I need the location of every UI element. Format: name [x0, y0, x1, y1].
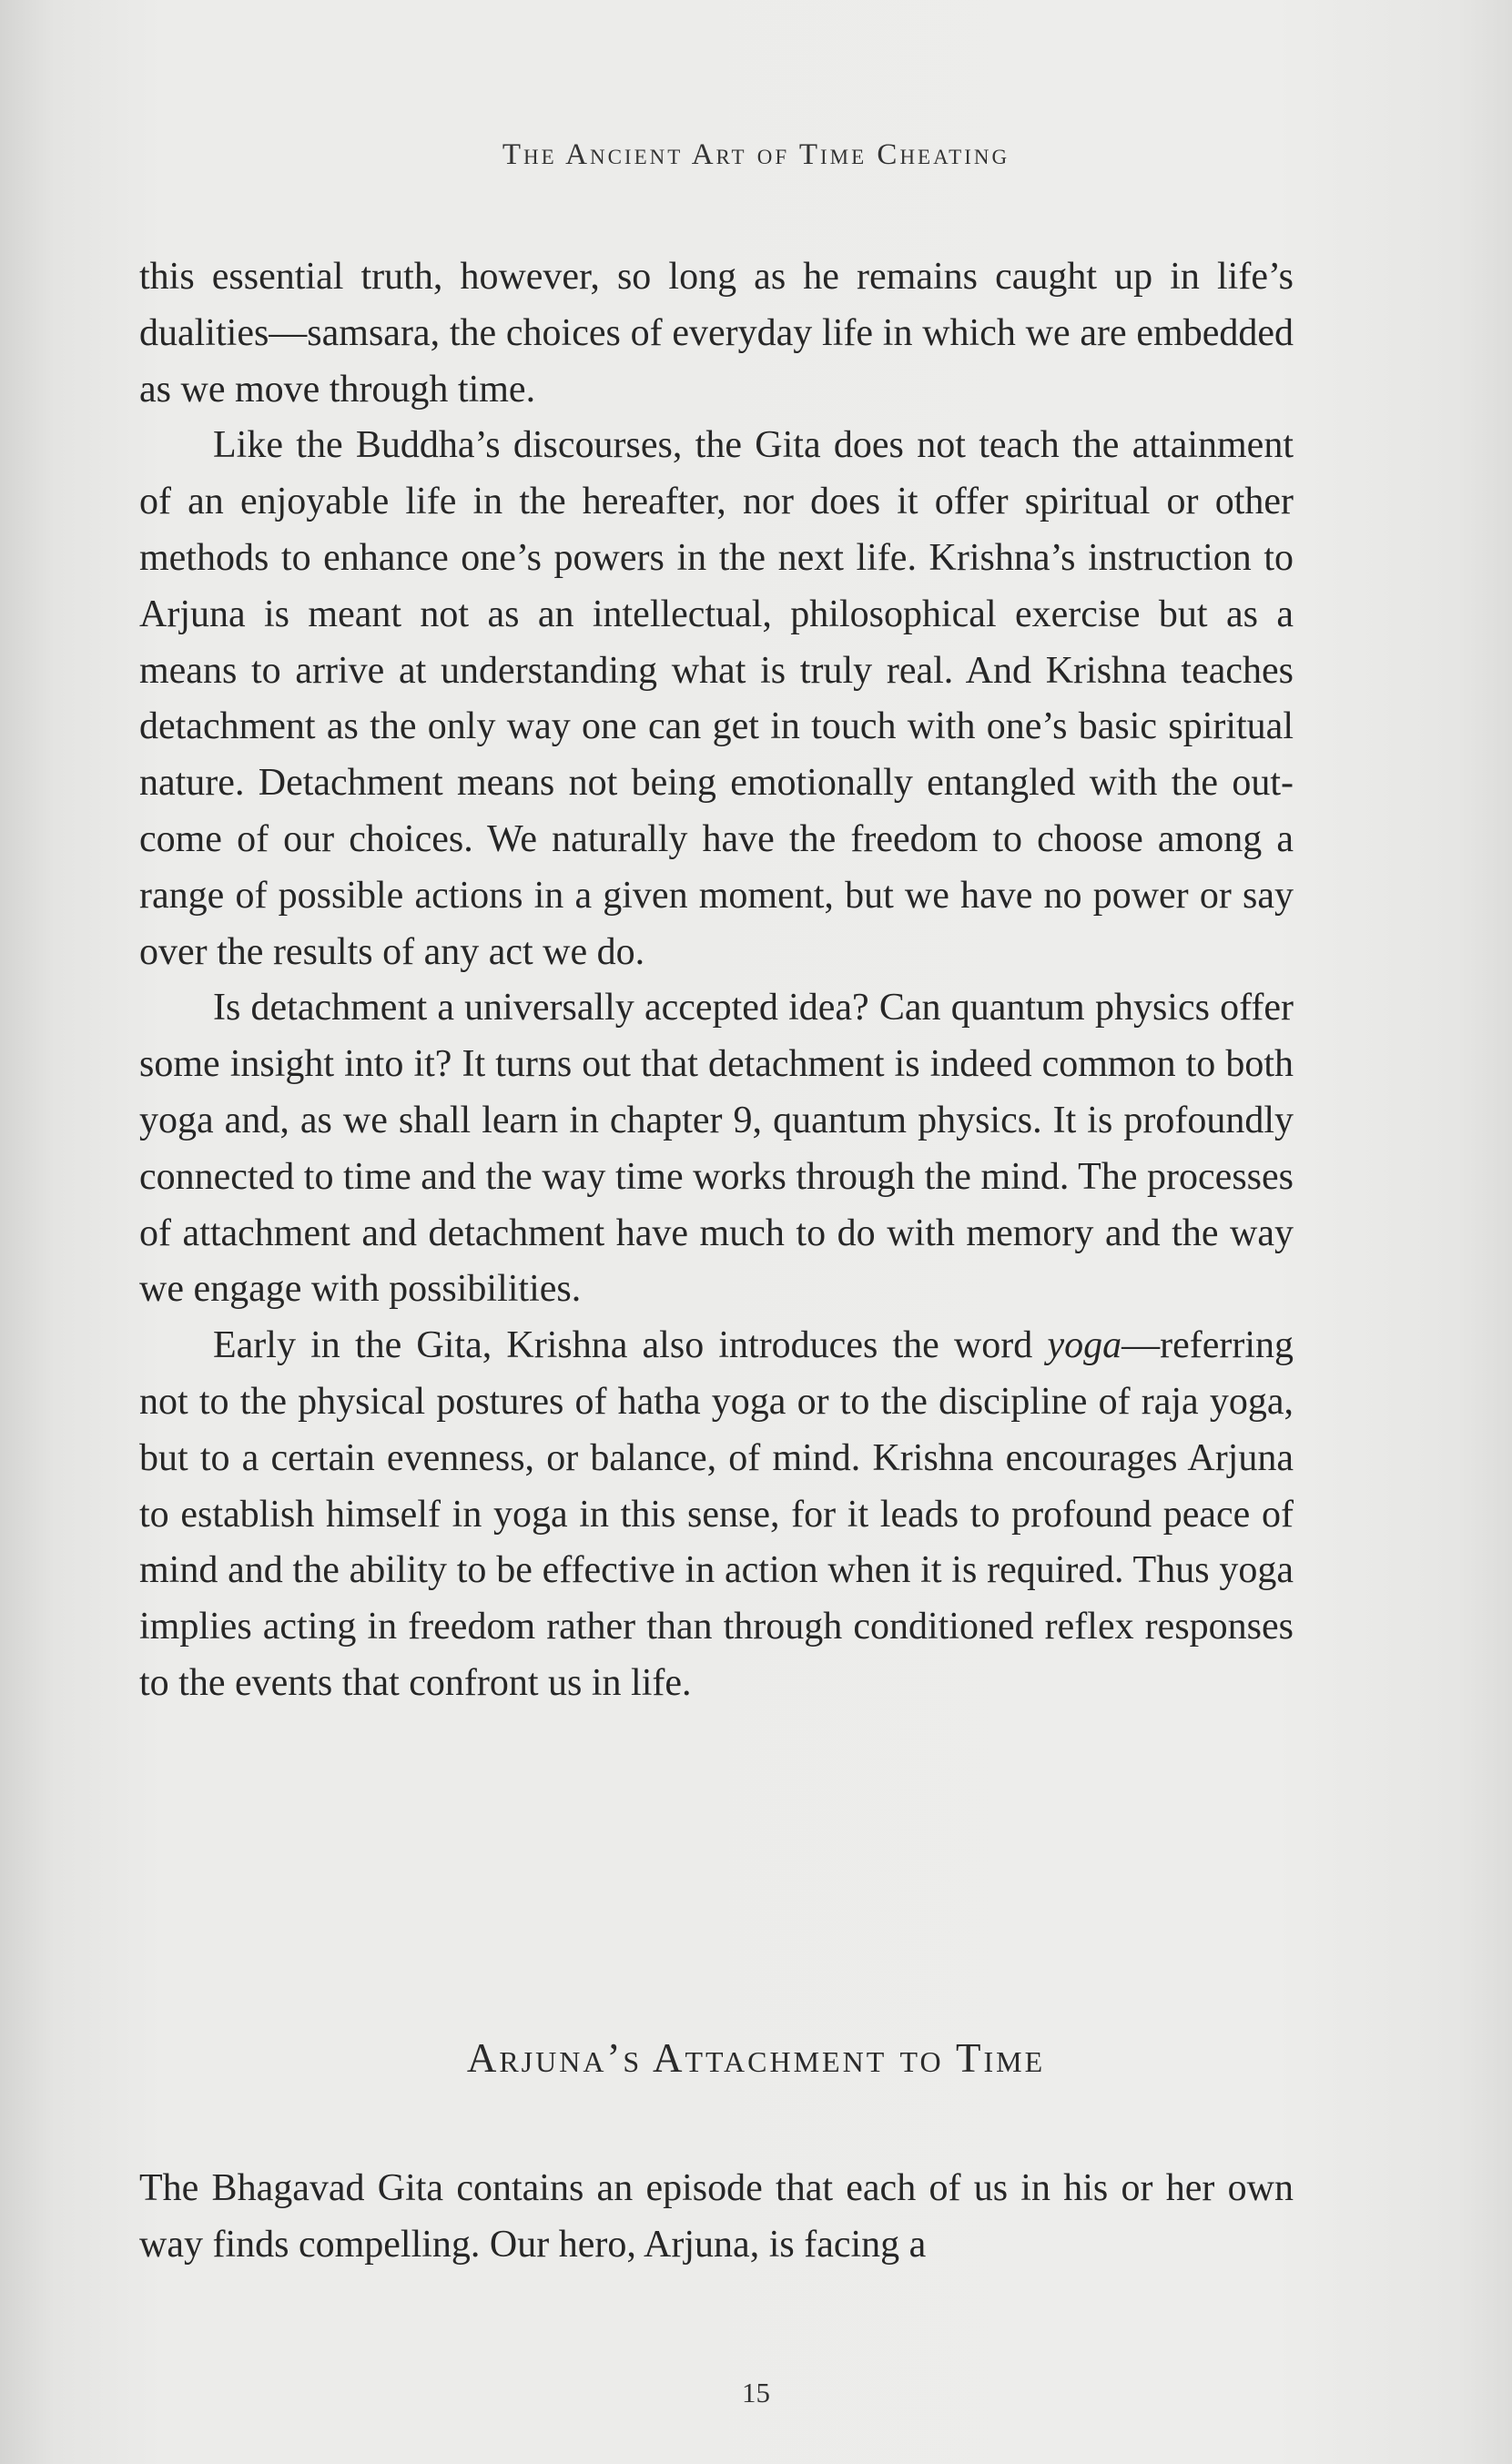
section-body-text — [139, 2161, 1294, 2274]
paragraph-3: Is detachment a universally accepted idea? Can quantum physics offer some insight into it? It turns out that detachment is indeed common to both yoga and, as we shall learn in chapter 9, quantum physics. It is profoundly connected to time and the way time works through the mind. The processes of attachment and detachment have much to do with memory and the way we engage with possibilities. — [139, 987, 1294, 1311]
paragraph-4-rest: —referring not to the physical postures of hatha yoga or to the discipline of raja yoga, but to a certain evenness, or balance, of mind. Krishna encourages Arjuna to establish himself in yoga in this sense, for it leads to profound peace of mind and the ability to be effective in action when it is required. Thus yoga implies acting in freedom rather than through conditioned reflex responses to the events that confront us in life. — [139, 1324, 1294, 1704]
italic-term-yoga: yoga — [1047, 1324, 1122, 1367]
page-number: 15 — [742, 2377, 770, 2408]
paragraph-4-lead: Early in the Gita, Krishna also introduces the word — [213, 1324, 1048, 1367]
paragraph-2: Like the Buddha’s discourses, the Gita does not teach the attainment of an enjoyable life in the hereafter, nor does it offer spiritual or other methods to enhance one’s powers in the next life. Krishna’s instruction to Arjuna is meant not as an intellectual, philosophical exercise but as a means to arrive at understanding what is truly real. And Krishna teaches detachment as the only way one can get in touch with one’s basic spiritual nature. Detachment means not being emotionally entangled with the outcome of our choices. We naturally have the freedom to choose among a range of possible actions in a given moment, but we have no power or say over the results of any act we do. — [139, 424, 1294, 973]
body-text — [139, 249, 1294, 1712]
section-paragraph: The Bhagavad Gita contains an episode that each of us in his or her own way finds compelling. Our hero, Arjuna, is facing a — [139, 2167, 1294, 2266]
paragraph-4 — [139, 1318, 1294, 1712]
running-head: The Ancient Art of Time Cheating — [502, 138, 1010, 171]
paragraph-1: this essential truth, however, so long as he remains caught up in life’s dualities—samsara, the choices of everyday life in which we are embedded as we move through time. — [139, 256, 1294, 411]
section-heading: Arjuna’s Attachment to Time — [466, 2035, 1046, 2081]
